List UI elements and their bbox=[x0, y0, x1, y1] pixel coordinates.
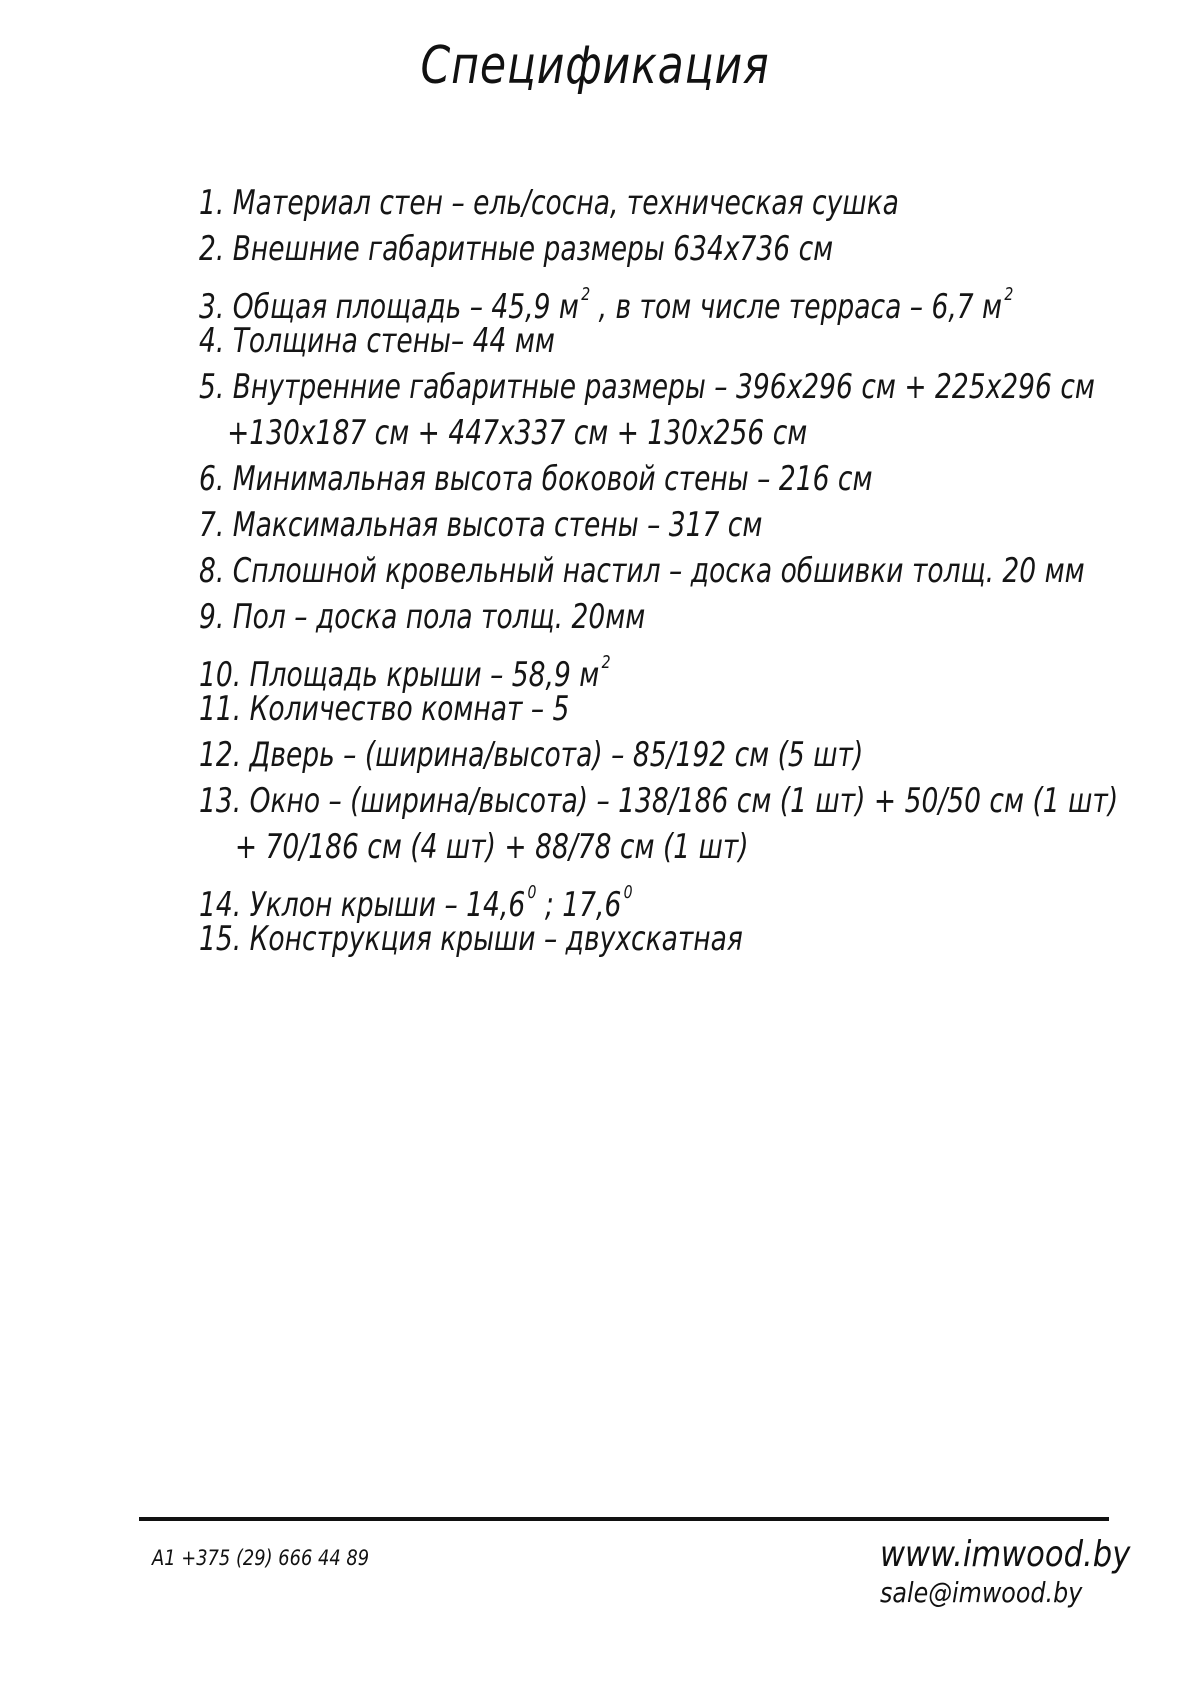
page-title: Спецификация bbox=[420, 36, 770, 96]
spec-item-12: 12. Дверь – (ширина/высота) – 85/192 см (5 шт) bbox=[199, 735, 864, 775]
spec-item-10 bbox=[199, 640, 963, 695]
spec-item-14-sup-2: 0 bbox=[623, 882, 633, 903]
spec-item-3-text-mid: , в том числе терраса – 6,7 м bbox=[590, 287, 1003, 327]
spec-item-9: 9. Пол – доска пола толщ. 20мм bbox=[199, 597, 646, 637]
footer-divider bbox=[139, 1517, 1109, 1521]
spec-item-7: 7. Максимальная высота стены – 317 см bbox=[199, 505, 763, 545]
spec-item-5: 5. Внутренние габаритные размеры – 396х296 см + 225х296 см bbox=[199, 367, 1095, 407]
spec-item-14-text: 14. Уклон крыши – 14,6 bbox=[199, 885, 526, 925]
spec-item-10-sup: 2 bbox=[601, 652, 611, 673]
spec-item-4: 4. Толщина стены– 44 мм bbox=[199, 321, 555, 361]
spec-item-3-sup-2: 2 bbox=[1004, 284, 1014, 305]
spec-item-14-sup: 0 bbox=[527, 882, 537, 903]
specification-list bbox=[199, 180, 1179, 962]
spec-item-6: 6. Минимальная высота боковой стены – 216 см bbox=[199, 459, 873, 499]
spec-item-14-text-mid: ; 17,6 bbox=[536, 885, 622, 925]
spec-item-1: 1. Материал стен – ель/сосна, техническая сушка bbox=[199, 183, 899, 223]
spec-item-2: 2. Внешние габаритные размеры 634х736 см bbox=[199, 229, 834, 269]
footer-website-link[interactable]: www.imwood.by bbox=[880, 1534, 1131, 1575]
spec-item-8: 8. Сплошной кровельный настил – доска обшивки толщ. 20 мм bbox=[199, 551, 1085, 591]
footer-email-link[interactable]: sale@imwood.by bbox=[880, 1576, 1083, 1609]
spec-item-10-text: 10. Площадь крыши – 58,9 м bbox=[199, 655, 600, 695]
spec-item-3 bbox=[199, 272, 1014, 327]
spec-item-3-sup: 2 bbox=[581, 284, 591, 305]
spec-item-11: 11. Количество комнат – 5 bbox=[199, 689, 570, 729]
spec-item-5-continuation: +130х187 см + 447х337 см + 130х256 см bbox=[227, 413, 808, 453]
spec-item-14 bbox=[199, 870, 963, 925]
spec-item-13: 13. Окно – (ширина/высота) – 138/186 см (1 шт) + 50/50 см (1 шт) bbox=[199, 781, 1119, 821]
spec-item-15: 15. Конструкция крыши – двухскатная bbox=[199, 919, 743, 959]
spec-item-3-text: 3. Общая площадь – 45,9 м bbox=[199, 287, 579, 327]
spec-item-13-continuation: + 70/186 см (4 шт) + 88/78 см (1 шт) bbox=[234, 827, 749, 867]
footer-phone: A1 +375 (29) 666 44 89 bbox=[152, 1546, 370, 1570]
